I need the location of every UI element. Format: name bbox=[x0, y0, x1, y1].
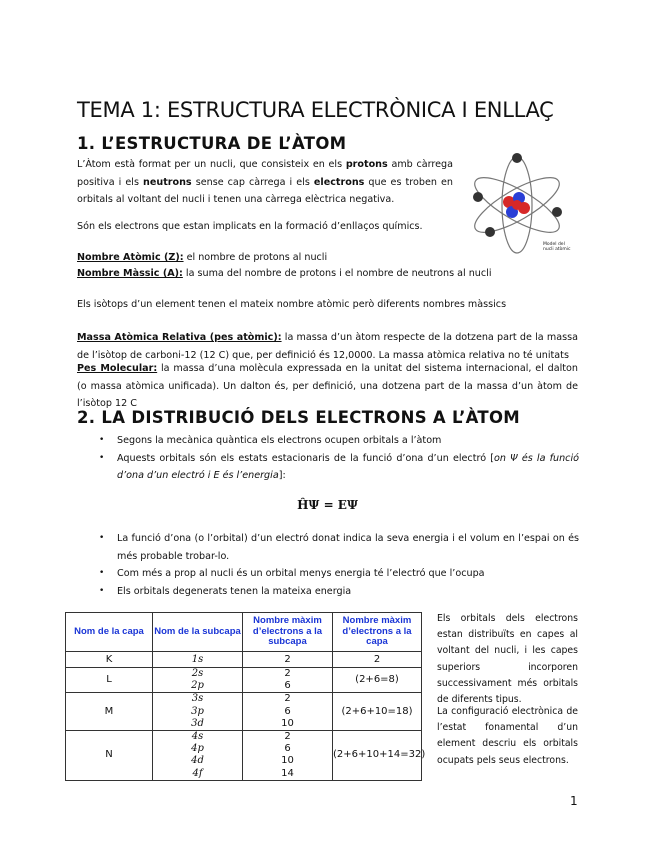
shell-name: L bbox=[66, 668, 153, 693]
atom-illustration bbox=[465, 148, 571, 260]
table-row bbox=[66, 693, 422, 731]
term-electrons: electrons bbox=[313, 176, 365, 188]
molecular-weight-definition: Pes Molecular: la massa d’una molècula expressada en la unitat del sistema internacional, el dalton (o massa atòmica unificada). Un dalton és, per definició, una dotzena part de la massa d’un àtom de l’isòtop 12 C bbox=[77, 363, 578, 410]
orbital-bullets-top bbox=[99, 432, 579, 485]
relative-mass-definition: Massa Atòmica Relativa (pes atòmic): la massa d’un àtom respecte de la dotzena part de la massa de l’isòtop de carboni-12 (12 C) que, per definició és 12,0000. La massa atòmica relativa no té unitats bbox=[77, 332, 578, 361]
subshell-max: 2 bbox=[243, 652, 333, 668]
shell-name: N bbox=[66, 730, 153, 780]
subshell-names: 1s bbox=[153, 652, 243, 668]
shell-total: 2 bbox=[333, 652, 422, 668]
shell-total: (2+6+10+14=32) bbox=[333, 730, 422, 780]
subshell-names: 3s 3p 3d bbox=[153, 693, 243, 731]
list-item: • Aquests orbitals són els estats estacionaris de la funció d’ona d’un electró [on Ψ és la funció d’ona d’un electró i E és l’energia]: bbox=[99, 450, 579, 485]
shell-distribution-paragraph: Els orbitals dels electrons estan distribuïts en capes al voltant del nucli, i les capes superiors incorporen successivament més orbitals de diferents tipus. bbox=[437, 613, 578, 706]
shell-name: K bbox=[66, 652, 153, 668]
table-header: Nombre màxim d’electrons a la capa bbox=[333, 613, 422, 652]
table-header: Nom de la capa bbox=[66, 613, 153, 652]
list-item: • Com més a prop al nucli és un orbital menys energia té l’electró que l’ocupa bbox=[99, 565, 579, 583]
table-header: Nombre màxim d’electrons a la subcapa bbox=[243, 613, 333, 652]
shell-total: (2+6=8) bbox=[333, 668, 422, 693]
mass-number-definition: Nombre Màssic (A): la suma del nombre de protons i el nombre de neutrons al nucli bbox=[77, 268, 492, 279]
page-title: TEMA 1: ESTRUCTURA ELECTRÒNICA I ENLLAÇ bbox=[77, 98, 554, 122]
electron-shell-table bbox=[65, 612, 426, 781]
electron-configuration-paragraph: La configuració electrònica de l’estat fonamental d’un element descriu els orbitals ocupats pels seus electrons. bbox=[437, 706, 578, 766]
table-row bbox=[66, 730, 422, 780]
subshell-names: 2s 2p bbox=[153, 668, 243, 693]
page-number: 1 bbox=[570, 794, 578, 808]
table-row bbox=[66, 652, 422, 668]
term-neutrons: neutrons bbox=[143, 176, 192, 188]
atom-intro-paragraph: L’Àtom està format per un nucli, que consisteix en els protons amb càrrega positiva i els neutrons sense cap càrrega i els electrons que es troben en orbitals al voltant del nucli i tenen una càrrega elèctrica negativa. bbox=[77, 159, 453, 206]
table-header: Nom de la subcapa bbox=[153, 613, 243, 652]
term-protons: protons bbox=[345, 159, 388, 170]
shell-name: M bbox=[66, 693, 153, 731]
electrons-bonding-paragraph: Són els electrons que estan implicats en la formació d’enllaços químics. bbox=[77, 221, 423, 232]
table-header-row bbox=[66, 613, 422, 652]
atomic-number-definition: Nombre Atòmic (Z): el nombre de protons al nucli bbox=[77, 252, 328, 263]
orbital-bullets-bottom bbox=[99, 530, 579, 600]
section-1-heading: 1. L’ESTRUCTURA DE L’ÀTOM bbox=[77, 134, 347, 153]
subshell-max: 2 6 bbox=[243, 668, 333, 693]
subshell-names: 4s 4p 4d 4f bbox=[153, 730, 243, 780]
subshell-max: 2 6 10 14 bbox=[243, 730, 333, 780]
section-2-heading: 2. LA DISTRIBUCIÓ DELS ELECTRONS A L’ÀTOM bbox=[77, 408, 521, 427]
table-row bbox=[66, 668, 422, 693]
isotopes-paragraph: Els isòtops d’un element tenen el mateix nombre atòmic però diferents nombres màssics bbox=[77, 299, 507, 310]
subshell-max: 2 6 10 bbox=[243, 693, 333, 731]
list-item: • Segons la mecànica quàntica els electrons ocupen orbitals a l’àtom bbox=[99, 432, 579, 450]
shell-total: (2+6+10=18) bbox=[333, 693, 422, 731]
list-item: • Els orbitals degenerats tenen la mateixa energia bbox=[99, 583, 579, 601]
list-item: • La funció d’ona (o l’orbital) d’un electró donat indica la seva energia i el volum en l’espai on és més probable trobar-lo. bbox=[99, 530, 579, 565]
schrodinger-equation: ĤΨ = EΨ bbox=[297, 498, 358, 512]
atom-image-caption: Model del nucli atòmic bbox=[543, 242, 571, 252]
